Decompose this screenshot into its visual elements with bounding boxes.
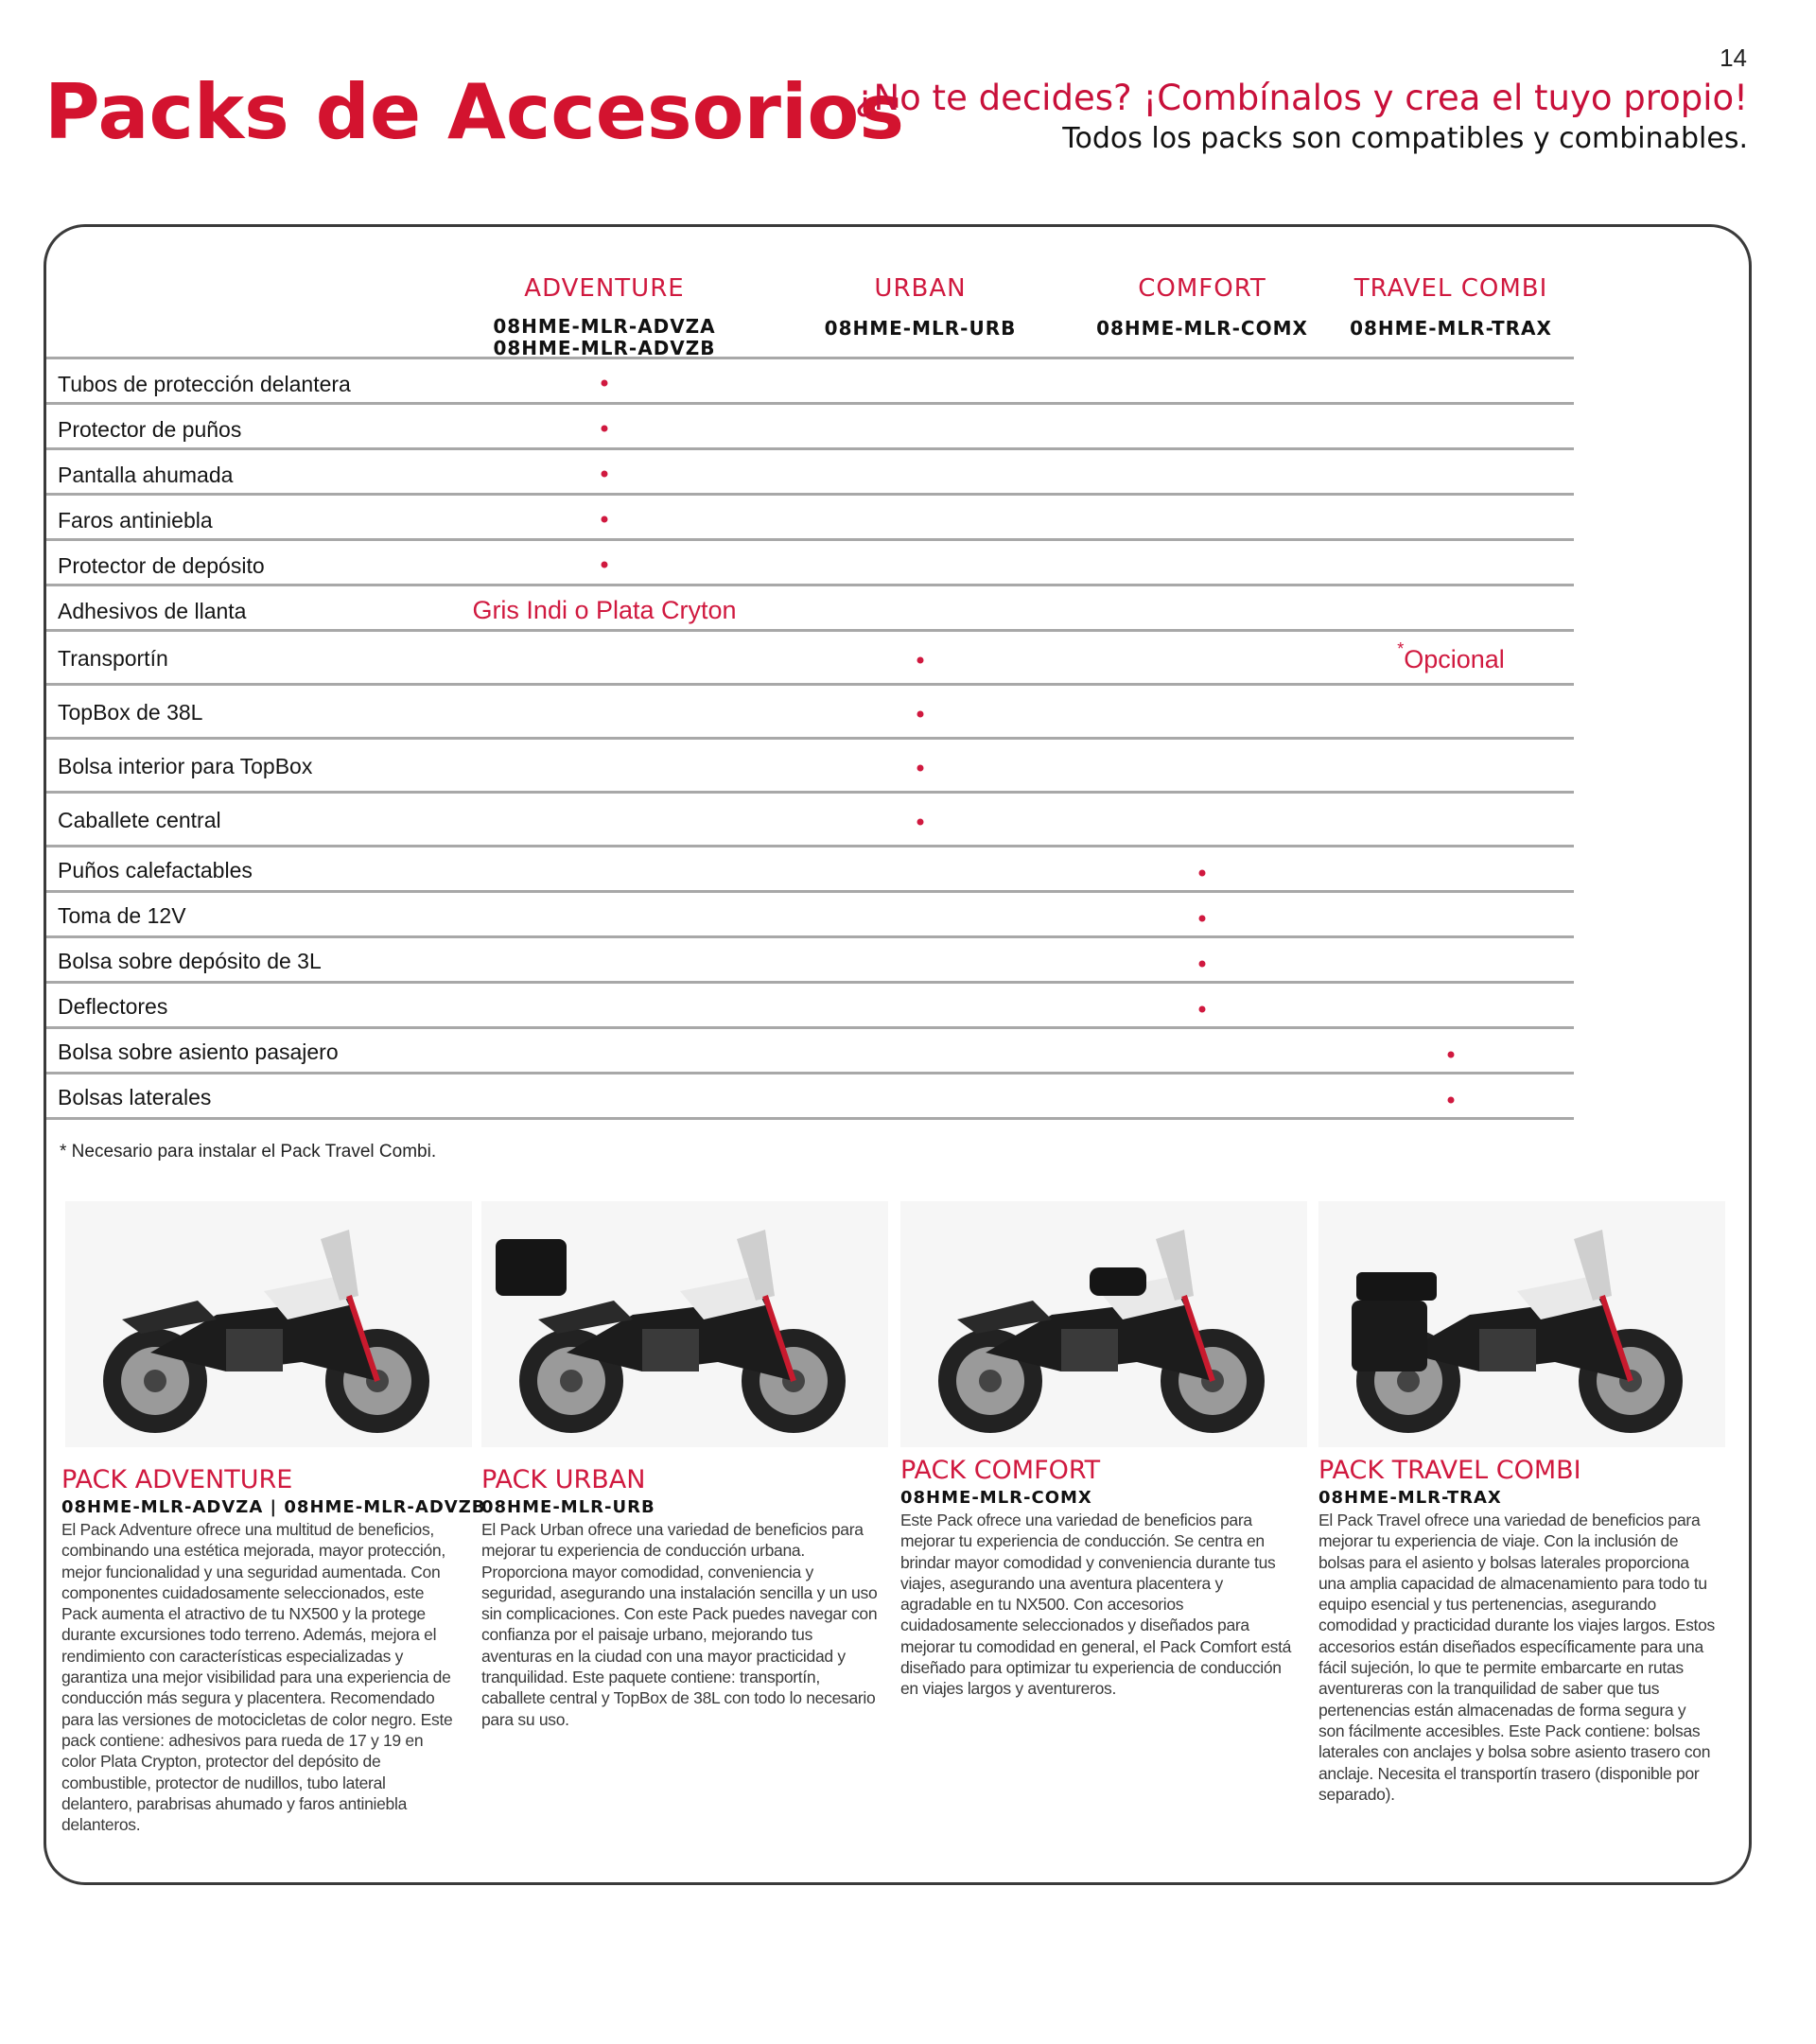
row-label: Protector de depósito — [58, 553, 265, 578]
accessories-panel — [44, 224, 1752, 1885]
table-row — [46, 496, 1574, 541]
column-name: URBAN — [874, 274, 967, 303]
motorcycle-adventure-image — [65, 1201, 472, 1447]
row-label: Tubos de protección delantera — [58, 372, 351, 396]
row-label: Puños calefactables — [58, 858, 253, 882]
row-label: Bolsa sobre depósito de 3L — [58, 949, 322, 973]
table-row — [46, 586, 1574, 632]
page-title: Packs de Accesorios — [44, 68, 904, 156]
table-row — [46, 984, 1574, 1029]
table-row — [46, 893, 1574, 938]
pack-code: 08HME-MLR-ADVZA | 08HME-MLR-ADVZB — [61, 1497, 486, 1517]
row-label: TopBox de 38L — [58, 700, 203, 725]
tagline-headline: ¿No te decides? ¡Combínalos y crea el tuyo propio! — [854, 78, 1748, 118]
pack-title: PACK ADVENTURE — [61, 1465, 293, 1494]
pack-description: Este Pack ofrece una variedad de beneficios para mejorar tu experiencia de conducción. Se centra en brindar mayor comodidad y conveniencia durante tus viajes, asegurando una aventura placentera y agradable en tu NX500. Con accesorios cuidadosamente seleccionados y diseñados para mejorar tu comodidad en general, el Pack Comfort está diseñado para optimizar tu experiencia de conducción en viajes largos y aventureros. — [900, 1511, 1292, 1699]
column-header-travel-combi — [1350, 274, 1552, 340]
table-row — [46, 847, 1574, 893]
motorcycle-travel-combi-image — [1318, 1201, 1725, 1447]
row-label: Adhesivos de llanta — [58, 599, 247, 623]
table-row — [46, 541, 1574, 586]
table-row — [46, 405, 1574, 450]
table-row — [46, 1074, 1574, 1120]
pack-title: PACK COMFORT — [900, 1456, 1101, 1485]
row-label: Pantalla ahumada — [58, 463, 234, 487]
pack-title: PACK URBAN — [481, 1465, 646, 1494]
tagline — [855, 78, 1748, 155]
footnote: * Necesario para instalar el Pack Travel Combi. — [60, 1142, 437, 1162]
included-dot — [602, 426, 608, 432]
column-name: COMFORT — [1138, 274, 1266, 303]
column-name: TRAVEL COMBI — [1353, 274, 1548, 303]
table-row — [46, 938, 1574, 984]
row-label: Transportín — [58, 646, 168, 671]
motorcycle-comfort-image — [900, 1201, 1307, 1447]
table-header — [46, 227, 1574, 359]
table-row — [46, 359, 1574, 405]
pack-code: 08HME-MLR-URB — [481, 1497, 655, 1517]
tagline-subline: Todos los packs son compatibles y combinables. — [1062, 122, 1748, 155]
optional-text: Opcional — [1404, 645, 1505, 673]
included-dot — [602, 516, 608, 523]
included-dot — [1448, 1052, 1455, 1058]
row-label: Protector de puños — [58, 417, 242, 442]
pack-urban — [481, 1466, 879, 1730]
table-row — [46, 686, 1574, 740]
column-header-urban — [825, 274, 1017, 340]
pack-description: El Pack Travel ofrece una variedad de beneficios para mejorar tu experiencia de viaje. Con la inclusión de bolsas para el asiento y bolsas laterales proporciona una amplia capacidad de almacenamiento para todo tu equipo esencial y tus pertenencias, asegurando comodidad y practicidad durante los viajes largos. Estos accesorios están diseñados específicamente para una fácil sujeción, lo que te permite embarcarte en rutas aventureras con la tranquilidad de saber que tus pertenencias están almacenadas de forma segura y son fácilmente accesibles. Este Pack contiene: bolsas laterales con anclajes y bolsa sobre asiento trasero con anclaje. Necesita el transportín trasero (disponible por separado). — [1318, 1511, 1715, 1804]
row-label: Bolsa sobre asiento pasajero — [58, 1039, 339, 1064]
included-dot — [1199, 916, 1206, 922]
pack-comfort — [900, 1457, 1298, 1700]
row-label: Faros antiniebla — [58, 508, 213, 533]
rim-sticker-note: Gris Indi o Plata Cryton — [472, 596, 737, 624]
column-code: 08HME-MLR-COMX — [1096, 317, 1308, 340]
row-label: Bolsas laterales — [58, 1085, 212, 1109]
row-label: Caballete central — [58, 808, 221, 832]
included-dot — [602, 562, 608, 568]
included-dot — [917, 657, 924, 664]
table-row — [46, 632, 1574, 686]
optional-mark: * — [1397, 639, 1405, 658]
column-code — [493, 316, 715, 359]
pack-description: El Pack Urban ofrece una variedad de beneficios para mejorar tu experiencia de conducción urbana. Proporciona mayor comodidad, conveniencia y seguridad, asegurando una instalación sencilla y un uso sin complicaciones. Con este Pack puedes navegar con confianza por el paisaje urbano, mejorando tus aventuras en la ciudad con una mayor practicidad y tranquilidad. Este paquete contiene: transportín, caballete central y TopBox de 38L con todo lo necesario para su uso. — [481, 1520, 878, 1729]
included-dot — [917, 819, 924, 826]
column-code-b: 08HME-MLR-ADVZB — [493, 337, 716, 359]
included-dot — [1199, 1006, 1206, 1013]
pack-code: 08HME-MLR-COMX — [900, 1488, 1092, 1508]
column-name: ADVENTURE — [524, 274, 685, 303]
included-dot — [1199, 870, 1206, 877]
table-row — [46, 1029, 1574, 1074]
page-number: 14 — [1720, 44, 1747, 72]
included-dot — [1448, 1097, 1455, 1104]
motorcycle-urban-image — [481, 1201, 888, 1447]
pack-travel-combi — [1318, 1457, 1716, 1805]
table-row — [46, 450, 1574, 496]
table-row — [46, 794, 1574, 847]
included-dot — [602, 471, 608, 478]
column-header-comfort — [1096, 274, 1308, 340]
column-code: 08HME-MLR-TRAX — [1350, 317, 1552, 340]
row-label: Bolsa interior para TopBox — [58, 754, 313, 778]
column-code: 08HME-MLR-URB — [824, 317, 1017, 340]
pack-code: 08HME-MLR-TRAX — [1318, 1488, 1502, 1508]
row-label: Deflectores — [58, 994, 168, 1019]
included-dot — [917, 711, 924, 718]
included-dot — [917, 765, 924, 772]
column-code-a: 08HME-MLR-ADVZA — [493, 315, 716, 338]
row-label: Toma de 12V — [58, 903, 186, 928]
column-header-adventure — [493, 274, 715, 359]
included-dot — [602, 380, 608, 387]
table-row — [46, 740, 1574, 794]
optional-note — [1397, 639, 1505, 674]
pack-adventure — [61, 1465, 486, 1835]
included-dot — [1199, 961, 1206, 968]
pack-description: El Pack Adventure ofrece una multitud de beneficios, combinando una estética mejorada, mayor protección, mejor funcionalidad y una seguridad aumentada. Con componentes cuidadosamente seleccionados, este Pack aumenta el atractivo de tu NX500 y la protege durante excursiones todo terreno. Además, mejora el rendimiento con características especializadas y garantiza una mejor visibilidad para una experiencia de conducción más segura y placentera. Recomendado para las versiones de motocicletas de color negro. Este pack contiene: adhesivos para rueda de 17 y 19 en color Plata Crypton, protector del depósito de combustible, protector de nudillos, tubo lateral delantero, parabrisas ahumado y faros antiniebla delanteros. — [61, 1520, 453, 1835]
pack-title: PACK TRAVEL COMBI — [1318, 1456, 1581, 1485]
